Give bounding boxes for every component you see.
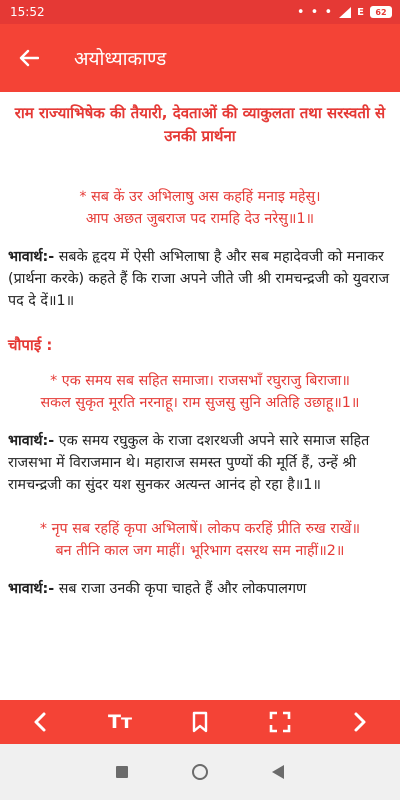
chapter-title: राम राज्याभिषेक की तैयारी, देवताओं की व्याकुलता तथा सरस्वती से उनकी प्रार्थना xyxy=(14,104,386,145)
arrow-left-icon xyxy=(19,49,39,67)
bookmark-button[interactable] xyxy=(178,700,222,744)
meaning-label: भावार्थ:- xyxy=(8,433,55,449)
verse-line: * सब कें उर अभिलाषु अस कहहिं मनाइ महेसु। xyxy=(79,189,321,205)
verse-line: सकल सुकृत मूरति नरनाहू। राम सुजसु सुनि अतिहि उछाहू॥1॥ xyxy=(40,395,360,411)
fullscreen-icon xyxy=(269,711,291,733)
meaning-label: भावार्थ:- xyxy=(8,581,55,597)
back-button[interactable] xyxy=(0,24,58,92)
meaning-text: सब राजा उनकी कृपा चाहते हैं और लोकपालगण xyxy=(54,581,307,597)
bottom-toolbar xyxy=(0,700,400,744)
verse-line: आप अछत जुबराज पद रामहि देउ नरेसु॥1॥ xyxy=(85,211,315,227)
battery-icon: 62 xyxy=(370,6,392,18)
chaupai-verse xyxy=(8,518,392,562)
verse-line: * एक समय सब सहित समाजा। राजसभाँ रघुराजु बिराजा॥ xyxy=(50,373,350,389)
notification-dots: • • • xyxy=(296,4,334,20)
chaupai-verse xyxy=(8,370,392,414)
meaning-text: सबके हृदय में ऐसी अभिलाषा है और सब महादेवजी को मनाकर (प्रार्थना करके) कहते हैं कि राजा अपने जीते जी श्री रामचन्द्रजी को युवराज पद दे दें॥1॥ xyxy=(8,249,390,309)
meaning-paragraph xyxy=(8,578,392,600)
back-nav-button[interactable] xyxy=(272,765,284,779)
signal-icon xyxy=(339,7,351,18)
text-size-button[interactable] xyxy=(98,700,142,744)
chaupai-heading: चौपाई : xyxy=(8,336,53,354)
chevron-right-icon xyxy=(353,711,367,733)
meaning-paragraph xyxy=(8,246,392,312)
doha-verse xyxy=(8,186,392,230)
status-indicators xyxy=(297,5,392,20)
previous-button[interactable] xyxy=(18,700,62,744)
meaning-text: एक समय रघुकुल के राजा दशरथजी अपने सारे समाज सहित राजसभा में विराजमान थे। महाराज समस्त पुण्यों की मूर्ति हैं, उन्हें श्री रामचन्द्रजी का सुंदर यश सुनकर अत्यन्त आनंद हो रहा है॥1॥ xyxy=(8,433,370,493)
fullscreen-button[interactable] xyxy=(258,700,302,744)
status-bar xyxy=(0,0,400,24)
page-title: अयोध्याकाण्ड xyxy=(74,48,167,70)
bookmark-icon xyxy=(192,711,208,733)
verse-line: * नृप सब रहहिं कृपा अभिलाषें। लोकप करहिं प्रीति रुख राखें॥ xyxy=(39,521,361,537)
meaning-paragraph xyxy=(8,430,392,496)
network-type: E xyxy=(357,6,364,18)
app-bar xyxy=(0,24,400,92)
home-button[interactable] xyxy=(192,764,208,780)
text-size-icon: Tт xyxy=(108,711,132,733)
meaning-label: भावार्थ:- xyxy=(8,249,55,265)
reading-content[interactable] xyxy=(0,92,400,700)
verse-line: बन तीनि काल जग माहीं। भूरिभाग दसरथ सम नाहीं॥2॥ xyxy=(55,543,345,559)
chevron-left-icon xyxy=(33,711,47,733)
next-button[interactable] xyxy=(338,700,382,744)
status-time: 15:52 xyxy=(10,5,45,19)
recents-button[interactable] xyxy=(116,766,128,778)
system-nav-bar xyxy=(0,744,400,800)
